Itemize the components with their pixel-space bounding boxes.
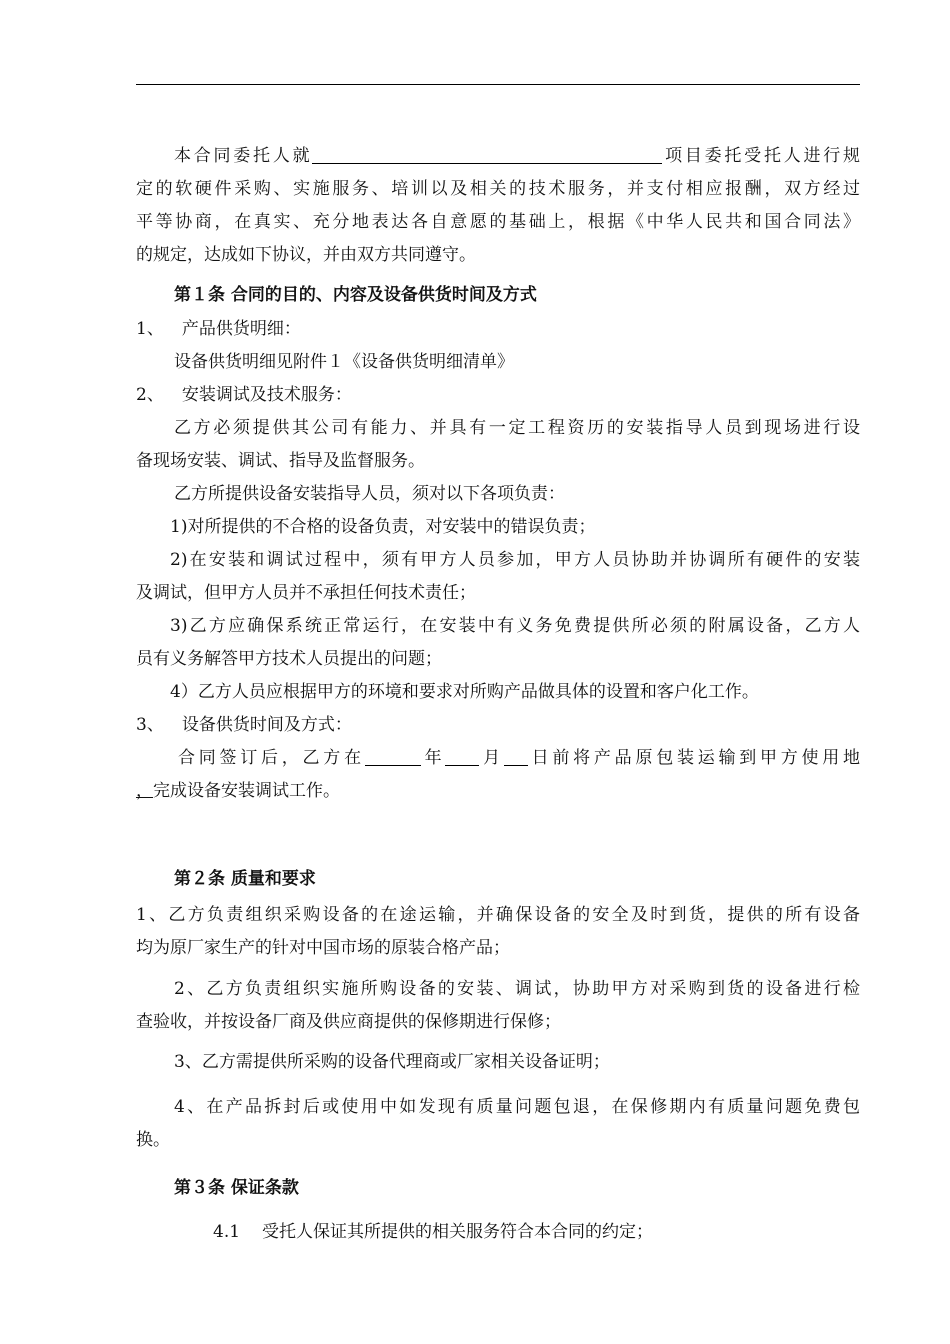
intro-text-pre: 本合同委托人就 [174, 146, 313, 166]
month-label: 月 [479, 748, 504, 768]
article-3-item-4-1 [213, 1221, 860, 1243]
intro-text-post: 项目委托受托人进行规 [662, 146, 861, 166]
item-3-number: 3、 [136, 715, 164, 735]
item-3-body-line-1 [136, 747, 860, 769]
intro-line-2: 定的软硬件采购、实施服务、培训以及相关的技术服务，并支付相应报酬，双方经过 [136, 179, 860, 199]
article-2-heading: 第２条 质量和要求 [174, 869, 316, 889]
item-1-number: 1、 [136, 319, 164, 339]
sub-item-3-line-2: 员有义务解答甲方技术人员提出的问题； [136, 649, 442, 669]
article-2-p4-line-2: 换。 [136, 1130, 170, 1150]
item-2-number: 2、 [136, 385, 164, 405]
project-name-blank[interactable] [312, 147, 662, 164]
day-blank[interactable] [504, 749, 528, 766]
article-3-heading: 第３条 保证条款 [174, 1178, 299, 1198]
sub-item-4: 4）乙方人员应根据甲方的环境和要求对所购产品做具体的设置和客户化工作。 [170, 682, 759, 702]
day-label: 日前将产品原包装运输到甲方使用地 [527, 748, 861, 768]
article-1-item-3 [136, 714, 860, 736]
article-1-item-1-body: 设备供货明细见附件１《设备供货明细清单》 [174, 352, 514, 372]
sub-item-1: 1)对所提供的不合格的设备负责，对安装中的错误负责； [170, 517, 596, 537]
intro-line-3: 平等协商，在真实、充分地表达各自意愿的基础上，根据《中华人民共和国合同法》 [136, 212, 860, 232]
article-2-p4-line-1: 4、在产品拆封后或使用中如发现有质量问题包退，在保修期内有质量问题免费包 [174, 1097, 860, 1117]
item-1-title: 产品供货明细： [181, 319, 301, 339]
article-2-p1-line-2: 均为原厂家生产的针对中国市场的原装合格产品； [136, 938, 510, 958]
article-2-p1-line-1: 1、乙方负责组织采购设备的在途运输，并确保设备的安全及时到货，提供的所有设备 [136, 905, 860, 925]
sub-item-2-line-2: 及调试，但甲方人员并不承担任何技术责任； [136, 583, 476, 603]
item-2-para-1-line-1: 乙方必须提供其公司有能力、并具有一定工程资历的安装指导人员到现场进行设 [174, 418, 860, 438]
article-1-item-2 [136, 384, 860, 406]
article-2-p3: 3、乙方需提供所采购的设备代理商或厂家相关设备证明； [174, 1052, 610, 1072]
month-blank[interactable] [445, 749, 479, 766]
item-3-title: 设备供货时间及方式： [181, 715, 352, 735]
year-blank[interactable] [365, 749, 421, 766]
item-4-1-text: 受托人保证其所提供的相关服务符合本合同的约定； [262, 1222, 654, 1242]
article-1-heading: 第１条 合同的目的、内容及设备供货时间及方式 [174, 285, 537, 305]
item-2-para-2: 乙方所提供设备安装指导人员，须对以下各项负责： [174, 484, 565, 504]
article-1-item-1 [136, 318, 860, 340]
article-2-p2-line-2: 查验收，并按设备厂商及供应商提供的保修期进行保修； [136, 1012, 561, 1032]
header-rule [136, 84, 860, 85]
article-2-p2-line-1: 2、乙方负责组织实施所购设备的安装、调试，协助甲方对采购到货的设备进行检 [174, 979, 860, 999]
intro-line-4: 的规定，达成如下协议，并由双方共同遵守。 [136, 245, 476, 265]
year-label: 年 [420, 748, 446, 768]
item-3-text-end: 完成设备安装调试工作。 [153, 781, 340, 801]
item-4-1-number: 4.1 [213, 1222, 241, 1242]
item-3-text-pre: 合同签订后，乙方在 [178, 748, 365, 768]
intro-line-1 [136, 145, 860, 167]
underlined-comma: ， [136, 781, 153, 801]
item-3-body-line-2 [136, 780, 860, 802]
sub-item-3-line-1: 3)乙方应确保系统正常运行，在安装中有义务免费提供所必须的附属设备，乙方人 [170, 616, 860, 636]
item-2-para-1-line-2: 备现场安装、调试、指导及监督服务。 [136, 451, 425, 471]
sub-item-2-line-1: 2)在安装和调试过程中，须有甲方人员参加，甲方人员协助并协调所有硬件的安装 [170, 550, 860, 570]
item-2-title: 安装调试及技术服务： [181, 385, 352, 405]
